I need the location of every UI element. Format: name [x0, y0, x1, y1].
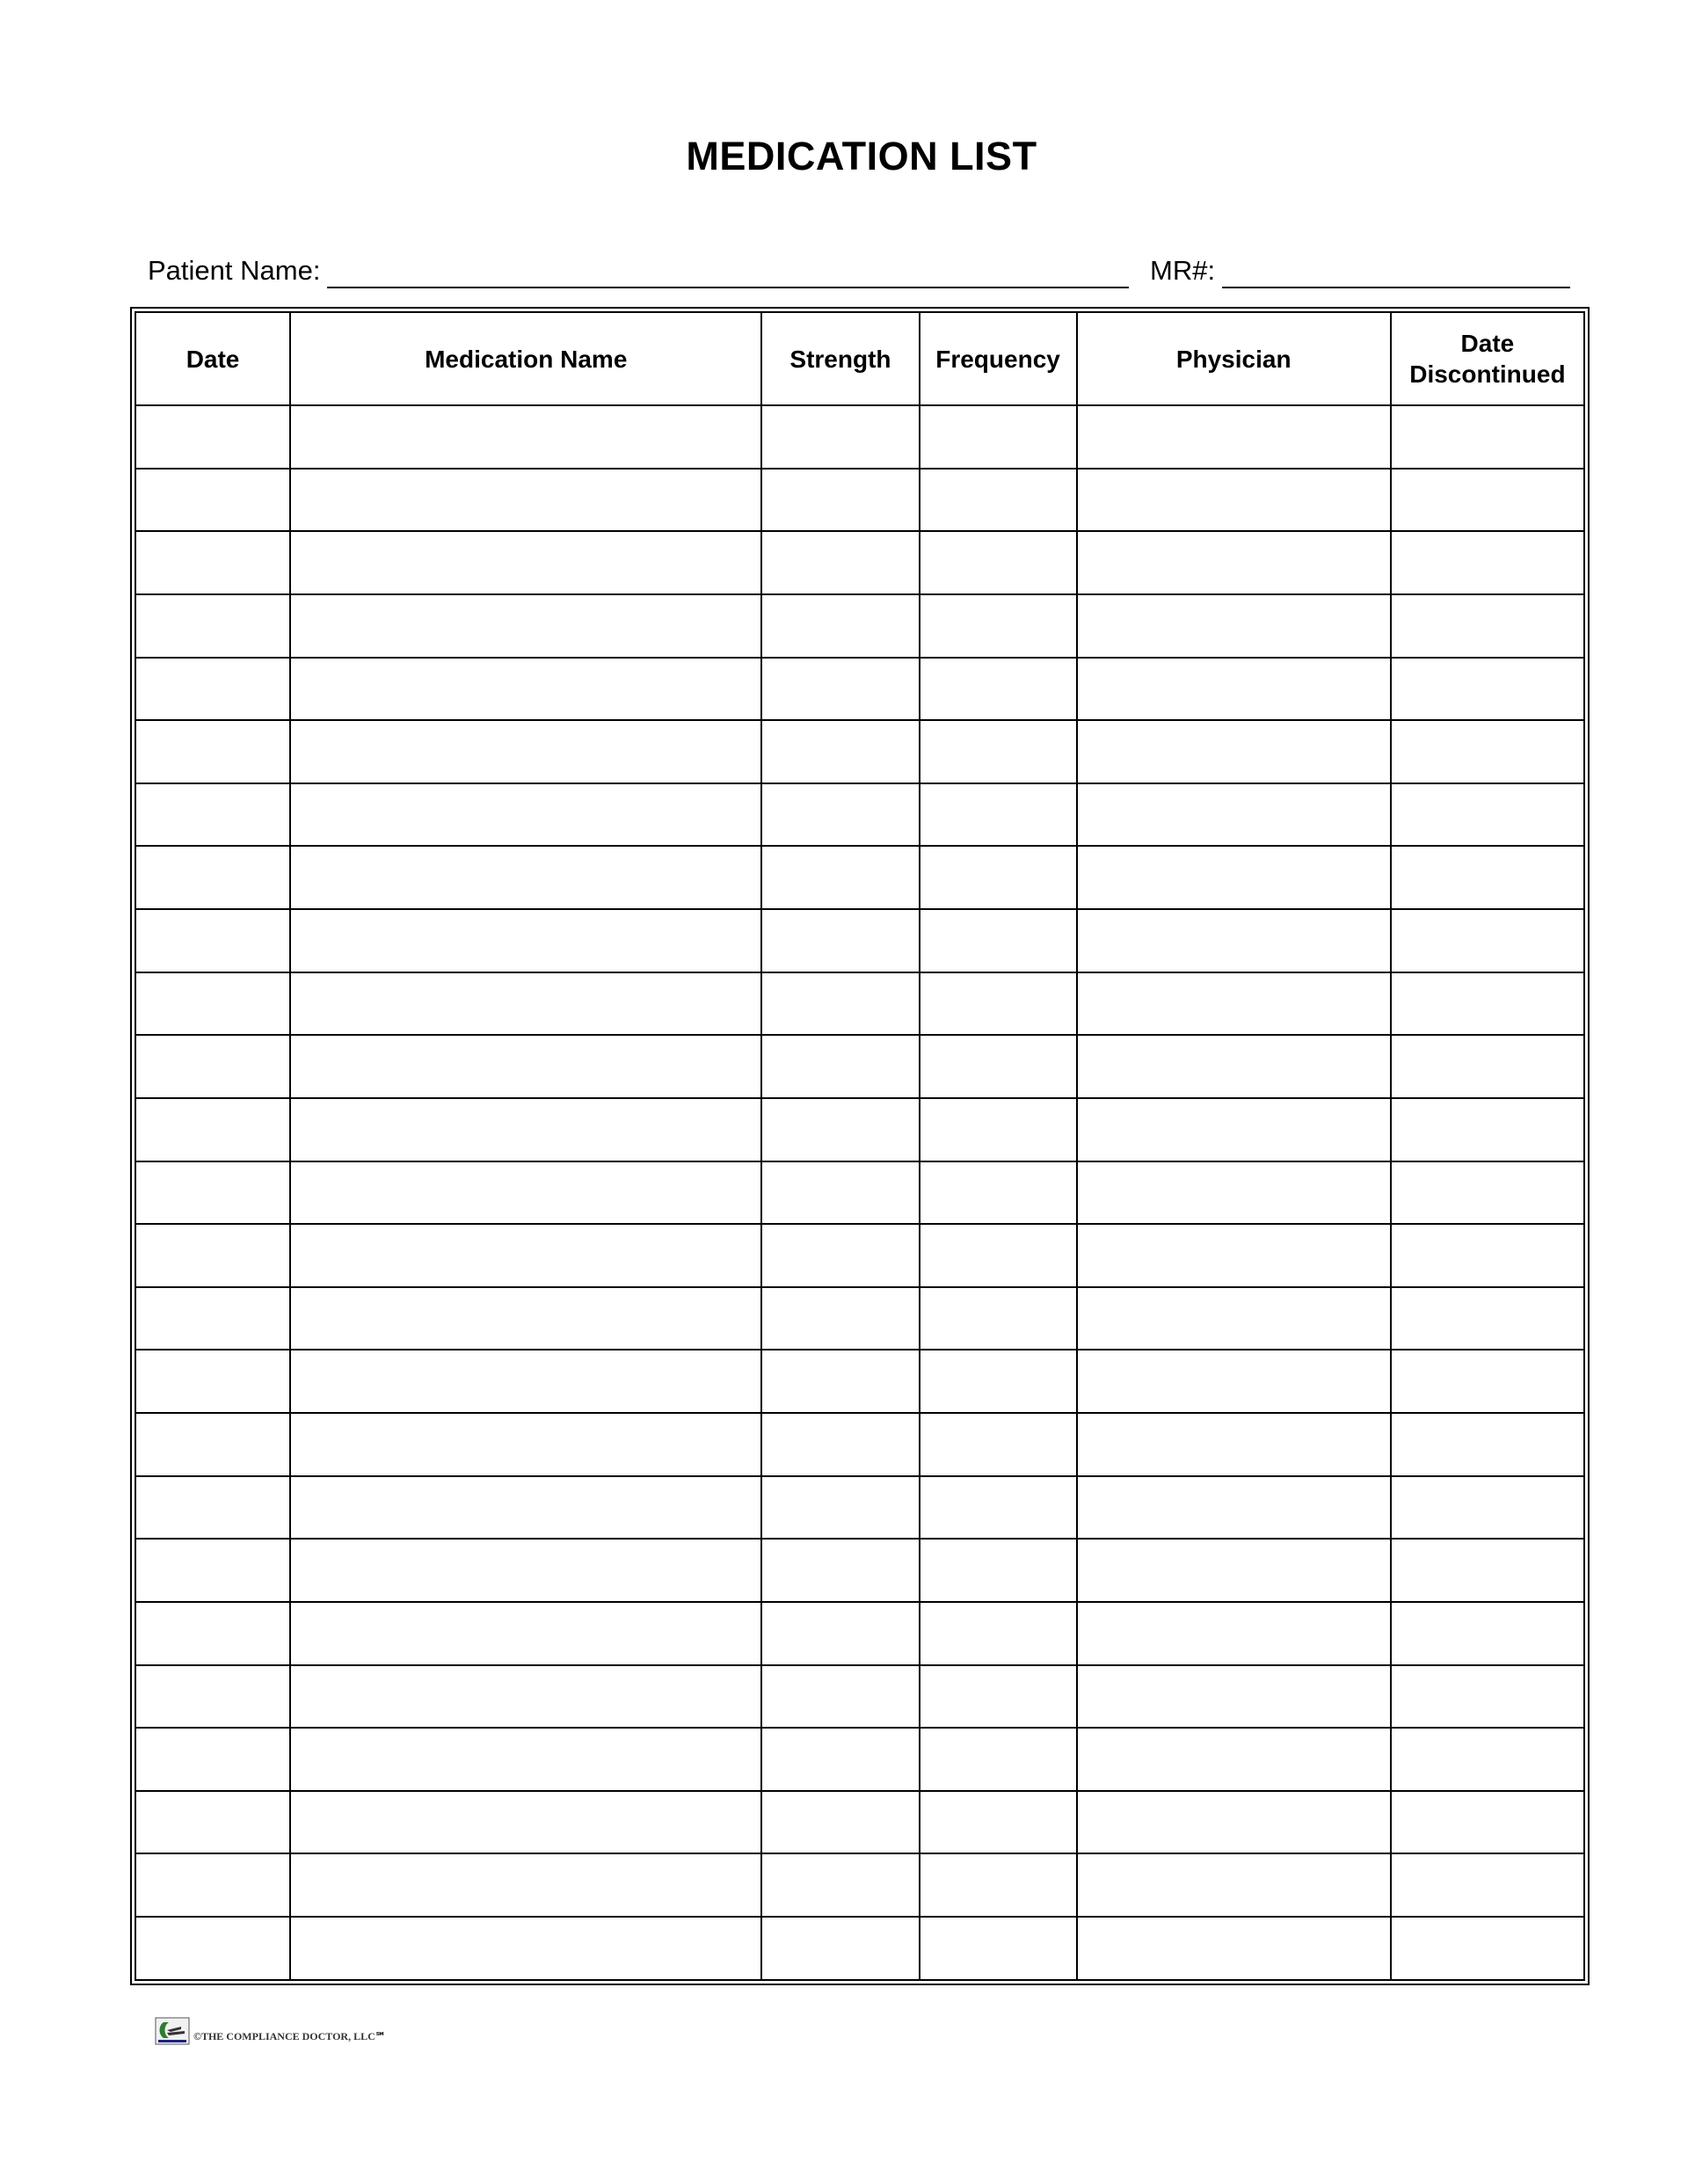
cell-strength[interactable]	[761, 1161, 919, 1225]
cell-strength[interactable]	[761, 1665, 919, 1729]
cell-medication-name[interactable]	[290, 1161, 761, 1225]
cell-date-discontinued[interactable]	[1391, 1161, 1584, 1225]
cell-strength[interactable]	[761, 1287, 919, 1350]
cell-frequency[interactable]	[920, 1350, 1077, 1413]
cell-strength[interactable]	[761, 1413, 919, 1476]
cell-medication-name[interactable]	[290, 594, 761, 658]
cell-strength[interactable]	[761, 1539, 919, 1602]
cell-date[interactable]	[135, 1350, 290, 1413]
cell-frequency[interactable]	[920, 594, 1077, 658]
cell-date[interactable]	[135, 1476, 290, 1540]
cell-medication-name[interactable]	[290, 1665, 761, 1729]
copyright-text: ©THE COMPLIANCE DOCTOR, LLC℠	[193, 2029, 386, 2042]
cell-date-discontinued[interactable]	[1391, 972, 1584, 1036]
cell-frequency[interactable]	[920, 469, 1077, 532]
cell-frequency[interactable]	[920, 1161, 1077, 1225]
cell-frequency[interactable]	[920, 1287, 1077, 1350]
cell-date[interactable]	[135, 1853, 290, 1917]
cell-date[interactable]	[135, 405, 290, 469]
table-row	[135, 1098, 1584, 1161]
cell-date-discontinued[interactable]	[1391, 469, 1584, 532]
cell-medication-name[interactable]	[290, 1350, 761, 1413]
cell-strength[interactable]	[761, 1602, 919, 1665]
cell-physician[interactable]	[1077, 1098, 1391, 1161]
cell-frequency[interactable]	[920, 720, 1077, 783]
cell-strength[interactable]	[761, 1350, 919, 1413]
cell-physician[interactable]	[1077, 1161, 1391, 1225]
cell-frequency[interactable]	[920, 1098, 1077, 1161]
cell-strength[interactable]	[761, 1917, 919, 1980]
cell-medication-name[interactable]	[290, 1602, 761, 1665]
header-date-discontinued-label: Date Discontinued	[1409, 330, 1566, 388]
cell-date[interactable]	[135, 909, 290, 972]
cell-date-discontinued[interactable]	[1391, 1791, 1584, 1854]
mr-number-field[interactable]	[1222, 287, 1570, 288]
cell-medication-name[interactable]	[290, 1539, 761, 1602]
cell-physician[interactable]	[1077, 846, 1391, 909]
medication-table	[135, 311, 1585, 1981]
cell-strength[interactable]	[761, 594, 919, 658]
cell-frequency[interactable]	[920, 1539, 1077, 1602]
cell-strength[interactable]	[761, 1098, 919, 1161]
cell-medication-name[interactable]	[290, 1476, 761, 1540]
cell-physician[interactable]	[1077, 720, 1391, 783]
header-physician: Physician	[1077, 312, 1391, 405]
table-row	[135, 405, 1584, 469]
cell-date-discontinued[interactable]	[1391, 1224, 1584, 1287]
cell-date[interactable]	[135, 658, 290, 721]
cell-frequency[interactable]	[920, 531, 1077, 594]
patient-info-row	[148, 255, 1572, 294]
cell-frequency[interactable]	[920, 1035, 1077, 1098]
cell-date[interactable]	[135, 1602, 290, 1665]
cell-physician[interactable]	[1077, 909, 1391, 972]
table-row	[135, 1539, 1584, 1602]
cell-date-discontinued[interactable]	[1391, 531, 1584, 594]
cell-date-discontinued[interactable]	[1391, 1853, 1584, 1917]
cell-date[interactable]	[135, 1728, 290, 1791]
cell-date[interactable]	[135, 1035, 290, 1098]
footer	[155, 2013, 386, 2049]
cell-frequency[interactable]	[920, 1602, 1077, 1665]
cell-medication-name[interactable]	[290, 1224, 761, 1287]
cell-strength[interactable]	[761, 846, 919, 909]
cell-strength[interactable]	[761, 1476, 919, 1540]
cell-date[interactable]	[135, 594, 290, 658]
cell-date-discontinued[interactable]	[1391, 594, 1584, 658]
cell-medication-name[interactable]	[290, 972, 761, 1036]
cell-frequency[interactable]	[920, 405, 1077, 469]
patient-name-field[interactable]	[327, 287, 1129, 288]
cell-medication-name[interactable]	[290, 405, 761, 469]
table-row	[135, 1476, 1584, 1540]
table-row	[135, 531, 1584, 594]
cell-medication-name[interactable]	[290, 1853, 761, 1917]
table-row	[135, 1413, 1584, 1476]
table-row	[135, 594, 1584, 658]
cell-physician[interactable]	[1077, 1035, 1391, 1098]
cell-strength[interactable]	[761, 405, 919, 469]
cell-physician[interactable]	[1077, 1728, 1391, 1791]
cell-date[interactable]	[135, 1224, 290, 1287]
cell-strength[interactable]	[761, 1035, 919, 1098]
cell-strength[interactable]	[761, 1853, 919, 1917]
cell-date-discontinued[interactable]	[1391, 658, 1584, 721]
table-row	[135, 1350, 1584, 1413]
cell-date-discontinued[interactable]	[1391, 1728, 1584, 1791]
cell-date[interactable]	[135, 531, 290, 594]
cell-medication-name[interactable]	[290, 1287, 761, 1350]
cell-physician[interactable]	[1077, 1791, 1391, 1854]
table-row	[135, 469, 1584, 532]
cell-medication-name[interactable]	[290, 846, 761, 909]
cell-date[interactable]	[135, 783, 290, 847]
cell-date-discontinued[interactable]	[1391, 1098, 1584, 1161]
header-frequency: Frequency	[920, 312, 1077, 405]
cell-date[interactable]	[135, 1098, 290, 1161]
cell-medication-name[interactable]	[290, 658, 761, 721]
table-header-row	[135, 312, 1584, 405]
table-row	[135, 1602, 1584, 1665]
cell-frequency[interactable]	[920, 1728, 1077, 1791]
cell-frequency[interactable]	[920, 1791, 1077, 1854]
table-row	[135, 658, 1584, 721]
table-body	[135, 405, 1584, 1980]
table-row	[135, 1035, 1584, 1098]
table-row	[135, 1161, 1584, 1225]
cell-physician[interactable]	[1077, 1917, 1391, 1980]
cell-medication-name[interactable]	[290, 720, 761, 783]
cell-date-discontinued[interactable]	[1391, 1413, 1584, 1476]
cell-strength[interactable]	[761, 909, 919, 972]
cell-frequency[interactable]	[920, 658, 1077, 721]
cell-date-discontinued[interactable]	[1391, 1602, 1584, 1665]
cell-date-discontinued[interactable]	[1391, 1035, 1584, 1098]
cell-date[interactable]	[135, 1539, 290, 1602]
table-row	[135, 972, 1584, 1036]
cell-physician[interactable]	[1077, 1350, 1391, 1413]
cell-frequency[interactable]	[920, 1224, 1077, 1287]
cell-strength[interactable]	[761, 1728, 919, 1791]
cell-medication-name[interactable]	[290, 1413, 761, 1476]
cell-frequency[interactable]	[920, 1476, 1077, 1540]
cell-frequency[interactable]	[920, 1413, 1077, 1476]
cell-medication-name[interactable]	[290, 783, 761, 847]
cell-frequency[interactable]	[920, 1853, 1077, 1917]
cell-physician[interactable]	[1077, 972, 1391, 1036]
cell-strength[interactable]	[761, 531, 919, 594]
table-row	[135, 783, 1584, 847]
table-row	[135, 1728, 1584, 1791]
cell-strength[interactable]	[761, 1224, 919, 1287]
cell-physician[interactable]	[1077, 1602, 1391, 1665]
cell-date-discontinued[interactable]	[1391, 1539, 1584, 1602]
cell-date-discontinued[interactable]	[1391, 1350, 1584, 1413]
mr-number-label: MR#:	[1150, 255, 1216, 286]
cell-physician[interactable]	[1077, 594, 1391, 658]
cell-date[interactable]	[135, 469, 290, 532]
cell-physician[interactable]	[1077, 469, 1391, 532]
cell-date-discontinued[interactable]	[1391, 1476, 1584, 1540]
cell-date[interactable]	[135, 972, 290, 1036]
cell-physician[interactable]	[1077, 531, 1391, 594]
cell-date-discontinued[interactable]	[1391, 1917, 1584, 1980]
cell-date-discontinued[interactable]	[1391, 909, 1584, 972]
cell-date-discontinued[interactable]	[1391, 783, 1584, 847]
medication-table-frame	[130, 307, 1590, 1985]
table-row	[135, 1791, 1584, 1854]
table-row	[135, 1224, 1584, 1287]
cell-medication-name[interactable]	[290, 469, 761, 532]
cell-frequency[interactable]	[920, 846, 1077, 909]
table-row	[135, 1917, 1584, 1980]
cell-frequency[interactable]	[920, 972, 1077, 1036]
table-row	[135, 1853, 1584, 1917]
table-row	[135, 909, 1584, 972]
cell-medication-name[interactable]	[290, 1791, 761, 1854]
cell-date[interactable]	[135, 1287, 290, 1350]
page-title: MEDICATION LIST	[686, 134, 1037, 178]
cell-medication-name[interactable]	[290, 1728, 761, 1791]
cell-physician[interactable]	[1077, 405, 1391, 469]
header-date-discontinued	[1391, 312, 1584, 405]
cell-date-discontinued[interactable]	[1391, 720, 1584, 783]
table-row	[135, 720, 1584, 783]
cell-physician[interactable]	[1077, 1853, 1391, 1917]
cell-medication-name[interactable]	[290, 1035, 761, 1098]
cell-physician[interactable]	[1077, 1287, 1391, 1350]
table-row	[135, 1665, 1584, 1729]
compliance-doctor-logo-icon	[155, 2017, 190, 2045]
cell-medication-name[interactable]	[290, 531, 761, 594]
header-date: Date	[135, 312, 290, 405]
cell-physician[interactable]	[1077, 658, 1391, 721]
cell-date[interactable]	[135, 720, 290, 783]
cell-medication-name[interactable]	[290, 1098, 761, 1161]
cell-physician[interactable]	[1077, 1539, 1391, 1602]
cell-date[interactable]	[135, 1917, 290, 1980]
cell-date-discontinued[interactable]	[1391, 846, 1584, 909]
cell-physician[interactable]	[1077, 1224, 1391, 1287]
cell-strength[interactable]	[761, 658, 919, 721]
table-row	[135, 846, 1584, 909]
cell-frequency[interactable]	[920, 1665, 1077, 1729]
cell-date[interactable]	[135, 1665, 290, 1729]
cell-date-discontinued[interactable]	[1391, 405, 1584, 469]
header-strength: Strength	[761, 312, 919, 405]
cell-strength[interactable]	[761, 972, 919, 1036]
cell-date-discontinued[interactable]	[1391, 1287, 1584, 1350]
cell-date[interactable]	[135, 1413, 290, 1476]
cell-strength[interactable]	[761, 720, 919, 783]
cell-date[interactable]	[135, 846, 290, 909]
table-row	[135, 1287, 1584, 1350]
cell-frequency[interactable]	[920, 783, 1077, 847]
cell-physician[interactable]	[1077, 1413, 1391, 1476]
cell-date-discontinued[interactable]	[1391, 1665, 1584, 1729]
cell-date[interactable]	[135, 1161, 290, 1225]
cell-strength[interactable]	[761, 783, 919, 847]
cell-date[interactable]	[135, 1791, 290, 1854]
cell-physician[interactable]	[1077, 783, 1391, 847]
patient-name-label: Patient Name:	[148, 255, 321, 286]
cell-medication-name[interactable]	[290, 909, 761, 972]
header-medication-name: Medication Name	[290, 312, 761, 405]
cell-medication-name[interactable]	[290, 1917, 761, 1980]
cell-physician[interactable]	[1077, 1476, 1391, 1540]
cell-physician[interactable]	[1077, 1665, 1391, 1729]
cell-strength[interactable]	[761, 469, 919, 532]
cell-frequency[interactable]	[920, 909, 1077, 972]
cell-frequency[interactable]	[920, 1917, 1077, 1980]
cell-strength[interactable]	[761, 1791, 919, 1854]
